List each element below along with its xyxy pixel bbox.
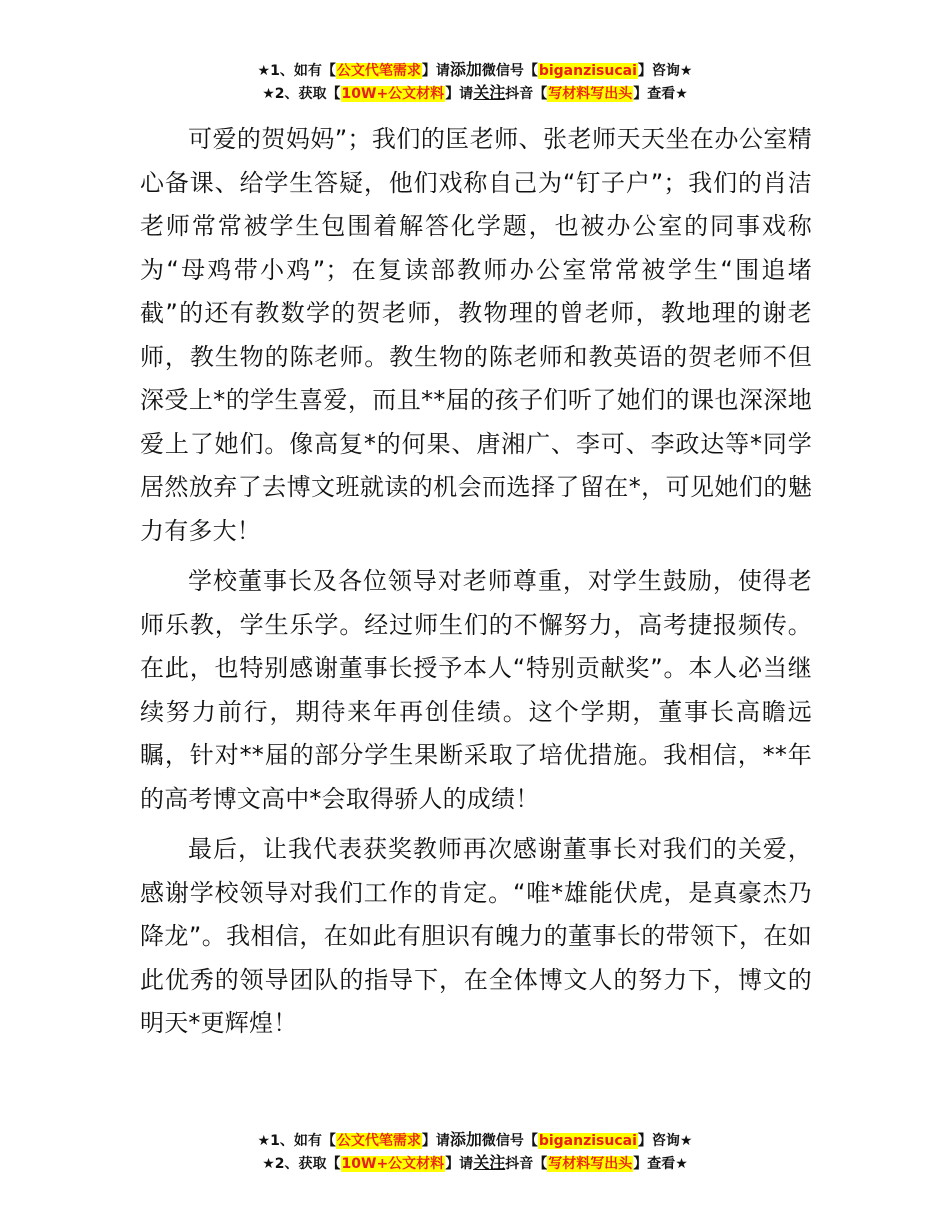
document-body <box>140 118 812 1053</box>
banner-emphasis: 添加 <box>449 60 482 79</box>
banner-text: 】请 <box>421 1133 450 1149</box>
banner-text: 】请 <box>445 1156 474 1172</box>
header-banner <box>0 59 950 105</box>
banner-text: 微信号【 <box>481 1133 538 1149</box>
banner-text: 】查看★ <box>633 1156 688 1172</box>
banner-text: 微信号【 <box>481 63 538 79</box>
banner-text: 】请 <box>445 86 474 102</box>
header-banner-line-2 <box>0 82 950 105</box>
banner-emphasis: 添加 <box>449 1130 482 1149</box>
footer-banner-line-2 <box>0 1152 950 1175</box>
banner-text: 】请 <box>421 63 450 79</box>
banner-emphasis: 关注 <box>473 83 506 102</box>
highlight-douyin-id: 写材料写出头 <box>548 86 633 102</box>
banner-text: 】查看★ <box>633 86 688 102</box>
highlight-materials: 10W+公文材料 <box>341 86 445 102</box>
highlight-wechat-id: biganzisucai <box>538 63 637 79</box>
highlight-ghostwriting: 公文代笔需求 <box>336 63 421 79</box>
banner-text: ★2、获取【 <box>262 86 341 102</box>
banner-text: ★1、如有【 <box>257 63 336 79</box>
highlight-wechat-id: biganzisucai <box>538 1133 637 1149</box>
banner-text: ★1、如有【 <box>257 1133 336 1149</box>
paragraph-2: 学校董事长及各位领导对老师尊重，对学生鼓励，使得老师乐教，学生乐学。经过师生们的不懈努力，高考捷报频传。在此，也特别感谢董事长授予本人“特别贡献奖”。本人必当继续努力前行，期待来年再创佳绩。这个学期，董事长高瞻远瞩，针对**届的部分学生果断采取了培优措施。我相信，**年的高考博文高中*会取得骄人的成绩！ <box>140 567 812 813</box>
highlight-ghostwriting: 公文代笔需求 <box>336 1133 421 1149</box>
banner-emphasis: 关注 <box>473 1153 506 1172</box>
header-banner-line-1 <box>0 59 950 82</box>
banner-text: 】咨询★ <box>637 1133 693 1149</box>
footer-banner <box>0 1129 950 1175</box>
highlight-materials: 10W+公文材料 <box>341 1156 445 1172</box>
banner-text: ★2、获取【 <box>262 1156 341 1172</box>
banner-text: 抖音【 <box>505 1156 548 1172</box>
paragraph-1: 可爱的贺妈妈”；我们的匡老师、张老师天天坐在办公室精心备课、给学生答疑，他们戏称自己为“钉子户”；我们的肖洁老师常常被学生包围着解答化学题，也被办公室的同事戏称为“母鸡带小鸡”；在复读部教师办公室常常被学生“围追堵截”的还有教数学的贺老师，教物理的曾老师，教地理的谢老师，教生物的陈老师。教生物的陈老师和教英语的贺老师不但深受上*的学生喜爱，而且**届的孩子们听了她们的课也深深地爱上了她们。像高复*的何果、唐湘广、李可、李政达等*同学居然放弃了去博文班就读的机会而选择了留在*，可见她们的魅力有多大！ <box>140 125 812 545</box>
paragraph-3: 最后，让我代表获奖教师再次感谢董事长对我们的关爱，感谢学校领导对我们工作的肯定。“唯*雄能伏虎，是真豪杰乃降龙”。我相信，在如此有胆识有魄力的董事长的带领下，在如此优秀的领导团队的指导下，在全体博文人的努力下，博文的明天*更辉煌！ <box>140 835 812 1037</box>
banner-text: 抖音【 <box>505 86 548 102</box>
highlight-douyin-id: 写材料写出头 <box>548 1156 633 1172</box>
banner-text: 】咨询★ <box>637 63 693 79</box>
footer-banner-line-1 <box>0 1129 950 1152</box>
